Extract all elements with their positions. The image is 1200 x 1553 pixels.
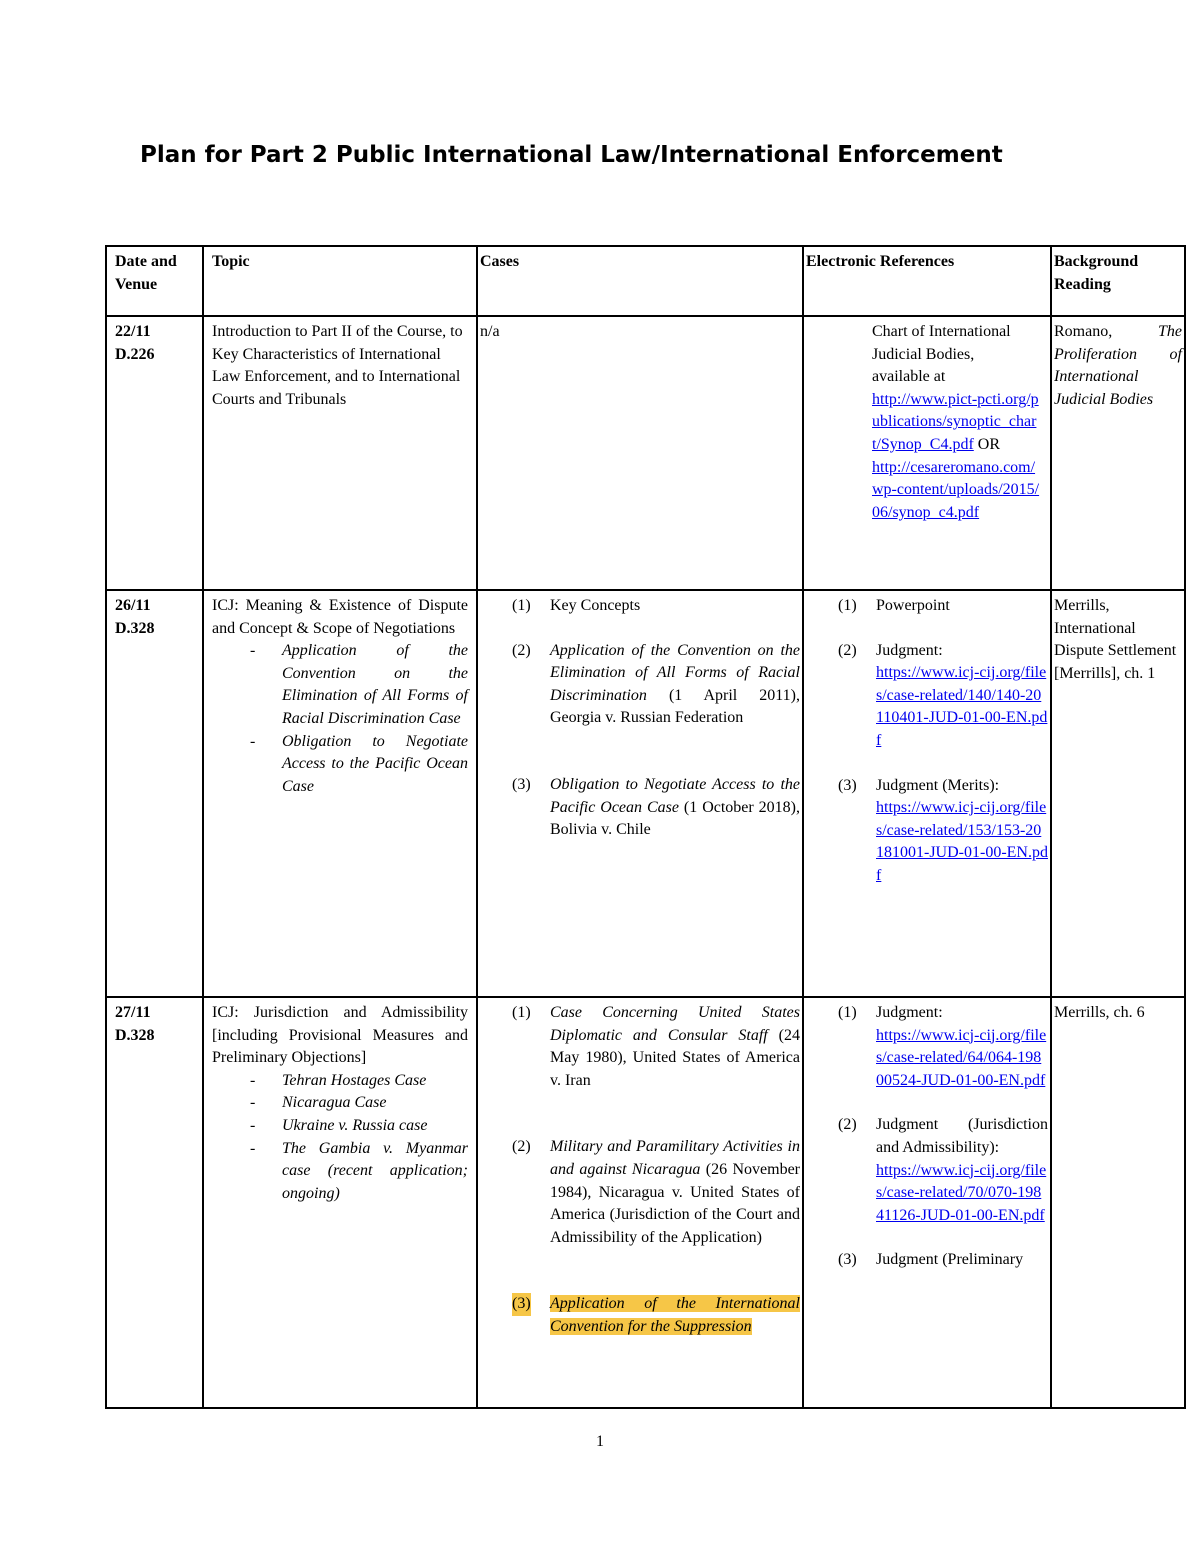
- references-cell: [803, 316, 1051, 590]
- case-number: (1): [512, 597, 531, 614]
- case-name: Application of the International Convention for the Suppression: [550, 1295, 800, 1335]
- reference-label: Judgment:: [876, 1004, 943, 1021]
- reading-text: Merrills, ch. 6: [1054, 1004, 1145, 1021]
- case-name: Military and Paramilitary Activities in and against Nicaragua: [550, 1138, 800, 1178]
- topic-text: ICJ: Meaning & Existence of Dispute and Concept & Scope of Negotiations: [212, 597, 468, 637]
- reference-entry: [806, 1002, 1048, 1092]
- reference-entry: [806, 1249, 1048, 1272]
- header-cases: Cases: [477, 246, 803, 316]
- case-name: Application of the Convention on the Elimination of All Forms of Racial Discrimination: [550, 641, 800, 704]
- date-venue-cell: [106, 316, 203, 590]
- topic-case-name: Obligation to Negotiate Access to the Pacific Ocean Case: [282, 732, 468, 795]
- topic-cell: [203, 316, 477, 590]
- table-header-row: [106, 246, 1185, 316]
- topic-text: Introduction to Part II of the Course, to Key Characteristics of International Law Enforcement, and to International Courts and Tribunals: [212, 323, 463, 408]
- case-details: Key Concepts: [550, 597, 641, 614]
- topic-case-name: Application of the Convention on the Elimination of All Forms of Racial Discrimination Case: [282, 642, 468, 727]
- reference-number: (2): [838, 1116, 857, 1134]
- cases-cell: [477, 997, 803, 1408]
- reference-text: available at: [872, 368, 946, 386]
- page-number: 1: [596, 1433, 604, 1450]
- header-topic: Topic: [203, 246, 477, 316]
- reading-cell: [1051, 997, 1185, 1408]
- case-details: (1 April 2011), Georgia v. Russian Federation: [550, 686, 800, 727]
- reference-number: (3): [838, 1251, 857, 1269]
- topic-text: ICJ: Jurisdiction and Admissibility [including Provisional Measures and Preliminary Objections]: [212, 1004, 468, 1067]
- case-entry: [480, 1002, 800, 1092]
- reference-entry: [806, 1114, 1048, 1227]
- cases-cell: [477, 590, 803, 997]
- case-entry: [480, 1293, 800, 1338]
- judgment-link[interactable]: https://www.icj-cij.org/files/case-related/140/140-20110401-JUD-01-00-EN.pdf: [876, 664, 1048, 749]
- table-row: [106, 590, 1185, 997]
- or-text: OR: [973, 435, 1001, 453]
- table-row: [106, 997, 1185, 1408]
- case-number: (2): [512, 1138, 531, 1156]
- case-entry: [480, 774, 800, 842]
- topic-cell: [203, 590, 477, 997]
- date-venue-cell: [106, 997, 203, 1408]
- reference-label: Judgment:: [876, 641, 943, 659]
- case-entry: [480, 1136, 800, 1249]
- reading-cell: [1051, 316, 1185, 590]
- case-entry: [480, 595, 800, 618]
- list-item: - Ukraine v. Russia case: [250, 1116, 428, 1134]
- list-item: - Nicaragua Case: [250, 1094, 387, 1112]
- reading-author: Romano,: [1054, 323, 1113, 340]
- reference-entry: [806, 595, 1048, 618]
- topic-case-name: The Gambia v. Myanmar case (recent application; ongoing): [282, 1139, 468, 1202]
- cases-text: n/a: [480, 323, 500, 340]
- case-number: (1): [512, 1004, 531, 1021]
- list-item: - The Gambia v. Myanmar case (recent application; ongoing): [250, 1139, 468, 1202]
- reference-number: (1): [838, 1004, 857, 1021]
- reference-label: Judgment (Preliminary: [876, 1251, 1024, 1269]
- header-electronic-references: Electronic References: [803, 246, 1051, 316]
- header-background-reading: Background Reading: [1051, 246, 1185, 316]
- reference-number: (2): [838, 641, 857, 659]
- case-details: (1 October 2018), Bolivia v. Chile: [550, 798, 800, 839]
- chart-link-pict[interactable]: http://www.pict-pcti.org/publications/synoptic_chart/Synop_C4.pdf: [872, 390, 1039, 453]
- case-name: Obligation to Negotiate Access to the Pacific Ocean Case: [550, 775, 800, 816]
- session-venue: D.226: [115, 345, 155, 363]
- reference-entry: [806, 775, 1048, 888]
- judgment-link[interactable]: https://www.icj-cij.org/files/case-related/153/153-20181001-JUD-01-00-EN.pdf: [876, 799, 1048, 884]
- reference-label: Judgment (Merits):: [876, 776, 1000, 794]
- judgment-link[interactable]: https://www.icj-cij.org/files/case-related/70/070-19841126-JUD-01-00-EN.pdf: [876, 1161, 1047, 1224]
- list-item: - Obligation to Negotiate Access to the Pacific Ocean Case: [250, 732, 468, 795]
- topic-case-name: Nicaragua Case: [282, 1094, 387, 1112]
- reference-number: (1): [838, 597, 857, 614]
- session-venue: D.328: [115, 619, 155, 637]
- header-date-venue: Date and Venue: [106, 246, 203, 316]
- case-entry: [480, 640, 800, 730]
- references-cell: [803, 997, 1051, 1408]
- list-item: - Application of the Convention on the Elimination of All Forms of Racial Discrimination Case: [250, 642, 468, 727]
- list-item: - Tehran Hostages Case: [250, 1071, 427, 1089]
- course-plan-table: [105, 245, 1186, 1409]
- reading-cell: [1051, 590, 1185, 997]
- reference-number: (3): [838, 776, 857, 794]
- reference-text: Judicial Bodies,: [872, 345, 975, 363]
- reference-label: Powerpoint: [876, 597, 950, 614]
- case-number: (2): [512, 641, 531, 659]
- chart-link-romano[interactable]: http://cesareromano.com/wp-content/uploads/2015/06/synop_c4.pdf: [872, 458, 1040, 521]
- session-venue: D.328: [115, 1026, 155, 1044]
- session-date: 26/11: [115, 597, 151, 614]
- reference-entry: [806, 640, 1048, 753]
- session-date: 22/11: [115, 323, 151, 340]
- case-number: (3): [512, 775, 531, 793]
- cases-cell: [477, 316, 803, 590]
- case-name: Case Concerning United States Diplomatic and Consular Staff: [550, 1004, 800, 1044]
- topic-case-list: [212, 1070, 468, 1206]
- reference-label: Judgment (Jurisdiction and Admissibility):: [876, 1116, 1048, 1156]
- references-cell: [803, 590, 1051, 997]
- reference-text: Chart of International: [872, 323, 1011, 340]
- topic-case-list: [212, 640, 468, 798]
- table-row: [106, 316, 1185, 590]
- case-details: (26 November 1984), Nicaragua v. United States of America (Jurisdiction of the Court and Admissibility of the Application): [550, 1160, 801, 1246]
- reading-text: Merrills, International Dispute Settlement [Merrills], ch. 1: [1054, 597, 1177, 682]
- topic-case-name: Tehran Hostages Case: [282, 1071, 427, 1089]
- case-number: (3): [512, 1293, 531, 1316]
- topic-cell: [203, 997, 477, 1408]
- topic-case-name: Ukraine v. Russia case: [282, 1116, 428, 1134]
- session-date: 27/11: [115, 1004, 151, 1021]
- page-title: Plan for Part 2 Public International Law/International Enforcement: [140, 142, 1003, 168]
- case-details: (24 May 1980), United States of America v. Iran: [550, 1026, 801, 1089]
- reading-title: The Proliferation of International Judicial Bodies: [1054, 323, 1182, 408]
- date-venue-cell: [106, 590, 203, 997]
- judgment-link[interactable]: https://www.icj-cij.org/files/case-related/64/064-19800524-JUD-01-00-EN.pdf: [876, 1026, 1047, 1089]
